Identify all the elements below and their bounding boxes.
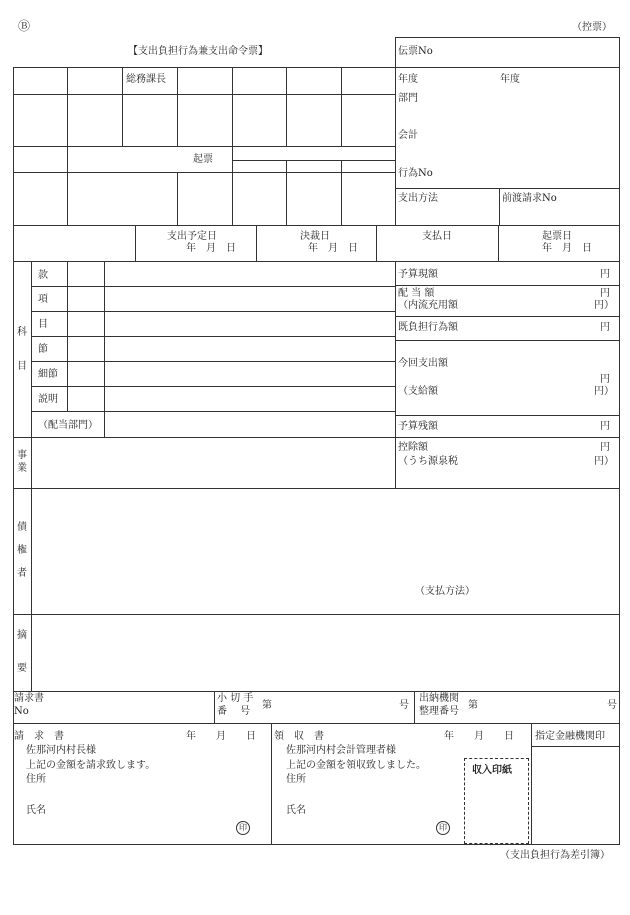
footer-label: （支出負担行為差引簿） — [500, 850, 610, 861]
receipt-body: 上記の金額を領収致しました。 — [286, 760, 426, 771]
internal-use-label: （内流充用額 — [398, 300, 458, 311]
rule — [395, 316, 620, 317]
allocation-label: 配 当 額 — [398, 288, 435, 299]
yen-unit: 円 — [600, 374, 610, 385]
yen-unit: 円 — [600, 269, 610, 280]
subject-label-2: 目 — [17, 361, 27, 372]
revenue-stamp-label: 収入印紙 — [472, 765, 512, 776]
rule — [376, 225, 377, 261]
invoice-address-label: 住所 — [26, 774, 46, 785]
check-no-label-1: 小 切 手 — [217, 693, 254, 704]
fiscal-year-label: 年度 — [398, 74, 418, 85]
summary-label-1: 摘 — [17, 630, 27, 641]
this-time-label: 今回支出額 — [398, 358, 448, 369]
invoice-title: 請 求 書 — [14, 731, 64, 742]
form-mark: Ⓑ — [18, 19, 31, 33]
yen-unit: 円） — [594, 386, 614, 397]
rule — [13, 94, 395, 95]
rule — [31, 261, 32, 691]
decision-date-label: 決裁日 — [300, 231, 330, 242]
rule — [395, 37, 620, 38]
rule — [395, 188, 620, 189]
decision-date-ymd: 年 月 日 — [308, 243, 358, 254]
receipt-date: 年 月 日 — [444, 731, 514, 742]
rule — [531, 723, 532, 844]
agency-no-dai: 第 — [468, 700, 478, 711]
action-no-label: 行為No — [398, 168, 433, 179]
form-title: 【支出負担行為兼支出命令票】 — [128, 46, 268, 57]
rule — [13, 844, 620, 845]
rule — [13, 437, 620, 438]
rule — [13, 172, 395, 173]
rule — [31, 361, 395, 362]
yen-unit: 円） — [594, 456, 614, 467]
check-no-dai: 第 — [262, 700, 272, 711]
creditor-label-3: 者 — [17, 568, 27, 579]
general-affairs-chief-label: 総務課長 — [126, 74, 166, 85]
agency-no-label-2: 整理番号 — [419, 706, 459, 717]
rule — [13, 67, 620, 68]
yen-unit: 円 — [600, 288, 610, 299]
drafting-label: 起票 — [193, 154, 213, 165]
rule — [395, 285, 620, 286]
rule — [13, 614, 620, 615]
invoice-date: 年 月 日 — [186, 731, 256, 742]
yen-unit: 円） — [594, 300, 614, 311]
budget-current-label: 予算現額 — [398, 269, 438, 280]
rule — [286, 67, 287, 146]
payment-date-label: 支払日 — [422, 231, 452, 242]
check-no-go: 号 — [399, 700, 409, 711]
scheduled-date-label: 支出予定日 — [167, 231, 217, 242]
rule — [256, 225, 257, 261]
rule — [177, 67, 178, 146]
rule — [31, 311, 395, 312]
rule — [271, 723, 272, 844]
voucher-no-label: 伝票No — [398, 46, 433, 57]
subject-row-kan: 款 — [38, 270, 48, 281]
yen-unit: 円 — [600, 322, 610, 333]
rule — [499, 188, 500, 225]
rule — [122, 67, 123, 146]
drafting-date-ymd: 年 月 日 — [542, 243, 592, 254]
invoice-no-label-1: 請求書 — [14, 693, 44, 704]
check-no-label-2: 番 号 — [217, 706, 251, 717]
rule — [31, 336, 395, 337]
subject-row-moku: 目 — [38, 319, 48, 330]
rule — [341, 160, 342, 225]
project-label-2: 業 — [17, 463, 27, 474]
existing-burden-label: 既負担行為額 — [398, 322, 458, 333]
deduction-label: 控除額 — [398, 442, 428, 453]
rule — [67, 67, 68, 225]
rule — [531, 746, 620, 747]
drafting-date-label: 起票日 — [542, 231, 572, 242]
rule — [13, 723, 620, 724]
bank-seal-label: 指定金融機関印 — [535, 731, 605, 742]
rule — [395, 37, 396, 225]
creditor-label-2: 権 — [17, 545, 27, 556]
rule — [13, 691, 620, 692]
payment-amount-label: （支給額 — [398, 386, 438, 397]
summary-label-2: 要 — [17, 663, 27, 674]
remaining-label: 予算残額 — [398, 421, 438, 432]
payment-method-label: 支出方法 — [398, 193, 438, 204]
subject-label-1: 科 — [17, 327, 27, 338]
rule — [414, 691, 415, 723]
allocation-dept-label: （配当部門） — [38, 420, 98, 431]
rule — [104, 261, 105, 437]
subject-row-saisetsu: 細節 — [38, 369, 58, 380]
rule — [395, 340, 620, 341]
receipt-name-label: 氏名 — [286, 805, 306, 816]
rule — [341, 67, 342, 146]
subject-row-kou: 項 — [38, 294, 48, 305]
advance-request-no-label: 前渡請求No — [502, 193, 557, 204]
rule — [232, 160, 395, 161]
yen-unit: 円 — [600, 421, 610, 432]
invoice-body: 上記の金額を請求致します。 — [26, 760, 156, 771]
receipt-address-label: 住所 — [286, 774, 306, 785]
rule — [13, 67, 14, 845]
rule — [31, 411, 395, 412]
invoice-addressee: 佐那河内村長様 — [26, 745, 96, 756]
withholding-label: （うち源泉税 — [398, 456, 458, 467]
rule — [286, 160, 287, 225]
rule — [31, 386, 395, 387]
invoice-name-label: 氏名 — [26, 805, 46, 816]
rule — [13, 146, 395, 147]
subject-row-setsu: 節 — [38, 344, 48, 355]
rule — [395, 415, 620, 416]
rule — [135, 225, 136, 261]
rule — [498, 225, 499, 261]
copy-label: （控票） — [572, 22, 612, 33]
rule — [13, 488, 620, 489]
rule — [13, 225, 620, 226]
agency-no-label-1: 出納機関 — [419, 693, 459, 704]
rule — [232, 67, 233, 225]
account-label: 会計 — [398, 130, 418, 141]
agency-no-go: 号 — [607, 700, 617, 711]
project-label-1: 事 — [17, 450, 27, 461]
yen-unit: 円 — [600, 442, 610, 453]
rule — [31, 286, 395, 287]
department-label: 部門 — [398, 93, 418, 104]
scheduled-date-ymd: 年 月 日 — [186, 243, 236, 254]
rule — [214, 691, 215, 723]
rule — [67, 261, 68, 411]
rule — [177, 172, 178, 225]
receipt-addressee: 佐那河内村会計管理者様 — [286, 745, 396, 756]
creditor-label-1: 債 — [17, 522, 27, 533]
subject-row-setsumei: 説明 — [38, 394, 58, 405]
invoice-no-label-2: No — [14, 706, 29, 717]
rule — [395, 261, 396, 488]
receipt-title: 領 収 書 — [274, 731, 324, 742]
invoice-seal: 印 — [236, 821, 250, 835]
receipt-seal: 印 — [436, 821, 450, 835]
fiscal-year-label-right: 年度 — [500, 74, 520, 85]
creditor-payment-method: （支払方法） — [415, 586, 475, 597]
